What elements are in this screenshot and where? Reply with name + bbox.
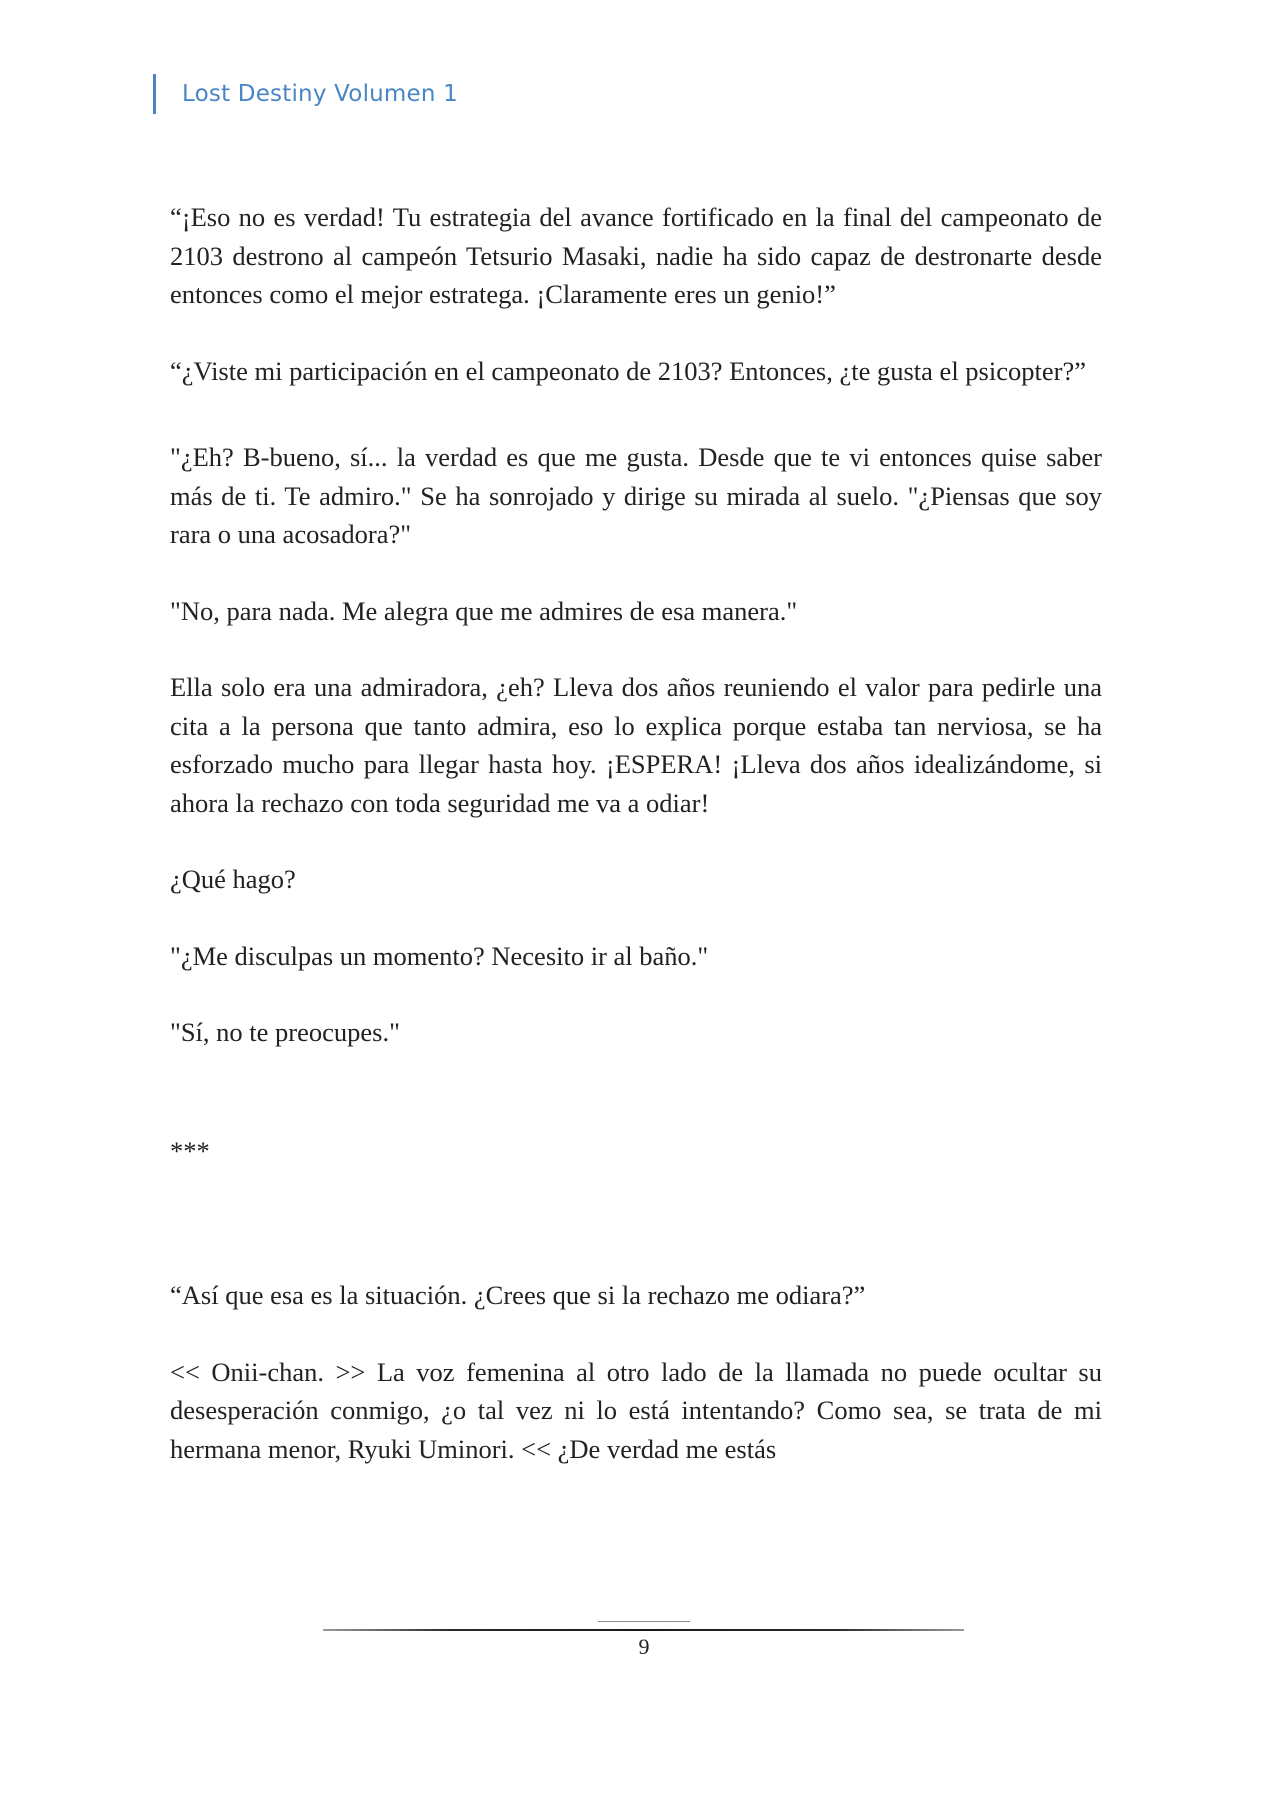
paragraph: ¿Qué hago? [170,864,296,894]
paragraph: "¿Me disculpas un momento? Necesito ir al baño." [170,940,709,971]
paragraph: "No, para nada. Me alegra que me admires de esa manera." [170,595,798,626]
footer-rule [323,1629,964,1631]
paragraph: "¿Eh? B-bueno, sí... la verdad es que me gusta. Desde que te vi entonces quise saber más de ti. Te admiro." Se ha sonrojado y dirige su mirada al suelo. "¿Piensas que soy rara o una acosadora?" [170,442,1102,549]
page-number: 9 [638,1634,650,1659]
paragraph: “Así que esa es la situación. ¿Crees que si la rechazo me odiara?” [170,1280,866,1310]
paragraph: Ella solo era una admiradora, ¿eh? Lleva dos años reuniendo el valor para pedirle una cita a la persona que tanto admira, eso lo explica porque estaba tan nerviosa, se ha esforzado mucho para llegar hasta hoy. ¡ESPERA! ¡Lleva dos años idealizándome, si ahora la rechazo con toda seguridad me va a odiar! [170,672,1102,818]
scene-break: *** [170,1135,210,1166]
paragraph: << Onii-chan. >> La voz femenina al otro lado de la llamada no puede ocultar su desesperación conmigo, ¿o tal vez ni lo está intentando? Como sea, se trata de mi hermana menor, Ryuki Uminori. << ¿De verdad me estás [170,1356,1102,1464]
header-title: Lost Destiny Volumen 1 [182,81,459,107]
running-header [153,74,458,114]
page-body [170,198,1102,1468]
paragraph: “¿Viste mi participación en el campeonato de 2103? Entonces, ¿te gusta el psicopter?” [170,355,1086,386]
footer-short-rule [598,1621,690,1622]
paragraph: “¡Eso no es verdad! Tu estrategia del avance fortificado en la final del campeonato de 2103 destrono al campeón Tetsurio Masaki, nadie ha sido capaz de destronarte desde entonces como el mejor estratega. ¡Claramente eres un genio!” [170,202,1102,309]
paragraph: "Sí, no te preocupes." [170,1017,400,1047]
